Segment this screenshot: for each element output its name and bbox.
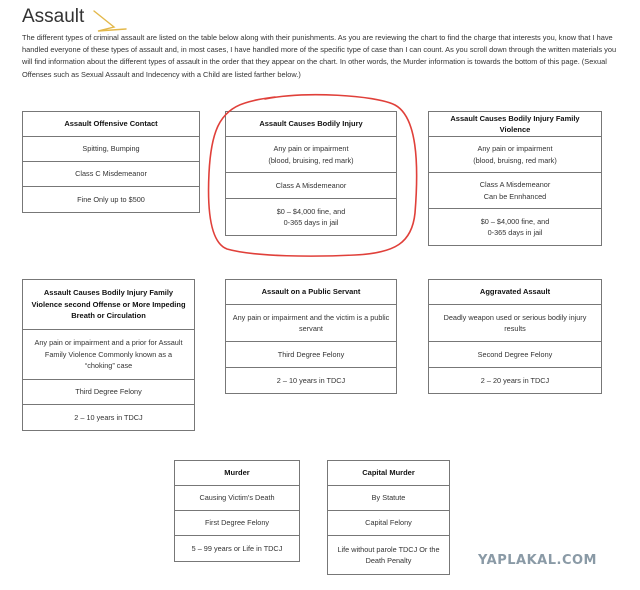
table-header: Murder [175,461,299,486]
table-capital-murder [327,460,450,575]
table-assault-bodily-injury-family [428,111,602,246]
table-row: 2 – 10 years in TDCJ [74,412,143,422]
table-header: Assault Offensive Contact [23,112,199,137]
table-header: Aggravated Assault [429,280,601,305]
table-header: Assault Causes Bodily Injury Family Violence [429,112,601,137]
table-row: Any pain or impairment (blood, bruising, red mark) [226,137,396,173]
table-row: Class A Misdemeanor [226,173,396,199]
table-row: By Statute [328,486,449,511]
table-row: Any pain or impairment (blood, bruisng, red mark) [429,137,601,173]
table-row: Third Degree Felony [23,380,194,405]
table-row: 2 – 10 years in TDCJ [276,375,346,385]
table-header: Capital Murder [328,461,449,486]
page-title: Assault [22,6,85,27]
table-header: Assault Causes Bodily Injury Family Violence second Offense or More Impeding Breath or Circulation [23,280,194,330]
table-assault-offensive-contact [22,111,200,213]
table-header: Assault on a Public Servant [226,280,396,305]
table-row: Any pain or impairment and the victim is a public servant [226,305,396,342]
table-row: Causing Victim's Death [175,486,299,511]
table-row: 5 – 99 years or Life in TDCJ [191,543,283,553]
watermark: YAPLAKAL.COM [478,553,597,568]
table-row: 2 – 20 years in TDCJ [480,375,550,385]
intro-paragraph: The different types of criminal assault are listed on the table below along with their punishments. As you are reviewing the chart to find the charge that interests you, know that I have handled everyone of these types of assault and, in most cases, I have handled more of the specific type of case than I can count. As you scroll down through the written materials you will find information about the different types of assault in the order that they appear on the chart. In other words, the Murder information is towards the bottom of this page. (Sexual Offenses such as Sexual Assault and Indecency with a Child are listed farther below.) [22,33,617,79]
table-row: Class C Misdemeanor [23,162,199,187]
table-row: Any pain or impairment and a prior for Assault Family Violence Commonly known as a “choking” case [23,330,194,380]
table-assault-bodily-injury [225,111,397,236]
table-row: Spitting, Bumping [23,137,199,162]
table-murder [174,460,300,562]
table-row: Second Degree Felony [429,342,601,368]
table-assault-family-second-offense [22,279,195,431]
table-row: $0 – $4,000 fine, and 0-365 days in jail [276,206,346,227]
table-row: $0 – $4,000 fine, and 0-365 days in jail [480,216,550,237]
table-row: Class A Misdemeanor Can be Ennhanced [429,173,601,209]
table-row: Life without parole TDCJ Or the Death Penalty [337,544,440,565]
table-row: Fine Only up to $500 [77,194,145,204]
table-row: Deadly weapon used or serious bodily injury results [429,305,601,342]
table-header: Assault Causes Bodily Injury [226,112,396,137]
table-assault-public-servant [225,279,397,394]
table-aggravated-assault [428,279,602,394]
table-row: Third Degree Felony [226,342,396,368]
table-row: First Degree Felony [175,511,299,536]
table-row: Capital Felony [328,511,449,536]
